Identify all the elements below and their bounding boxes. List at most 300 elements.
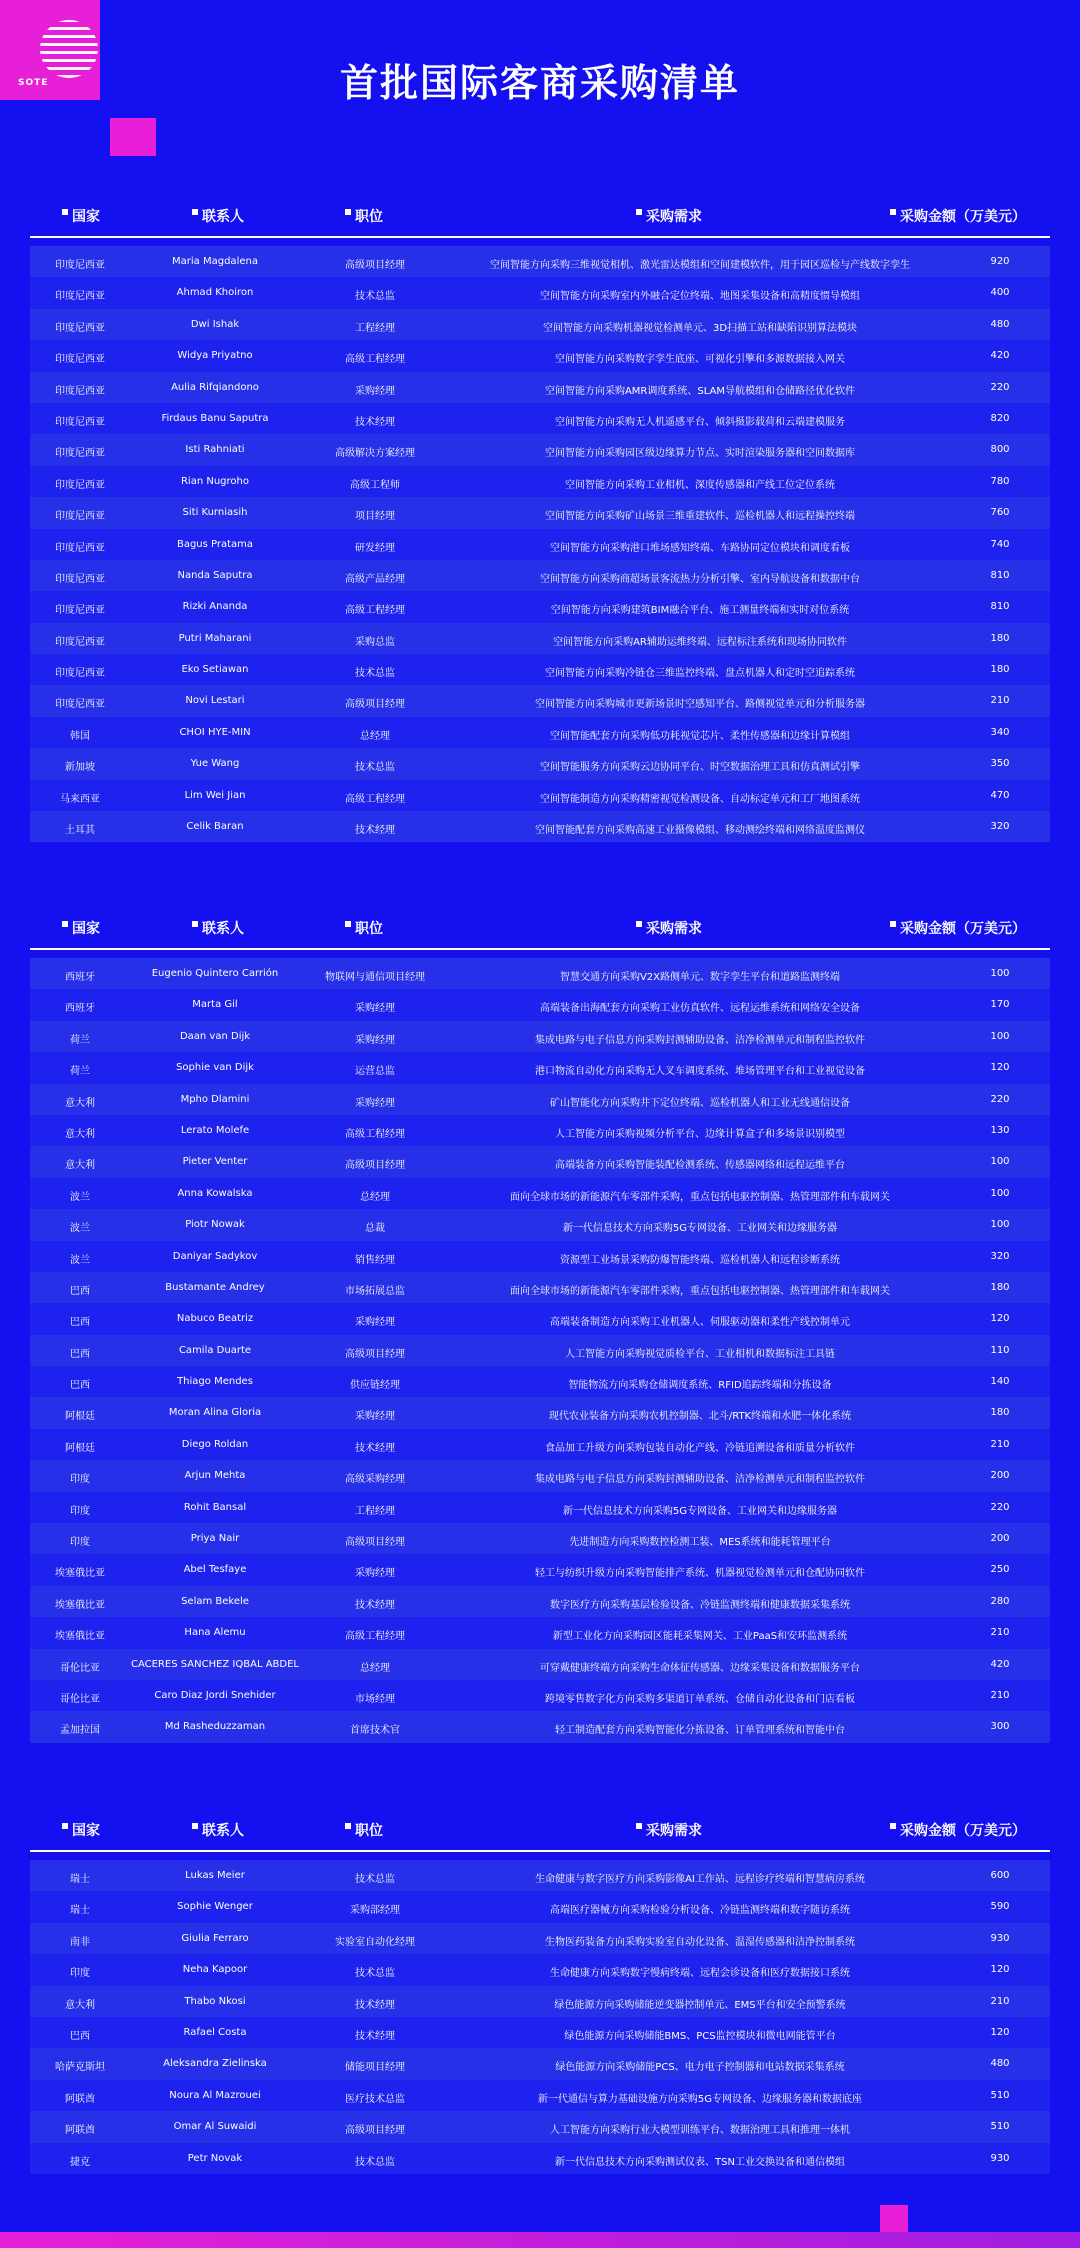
table-row (30, 1711, 1050, 1742)
table-cell: 180 (990, 1281, 1010, 1293)
table-cell: 孟加拉国 (60, 1725, 100, 1737)
table-cell: 空间智能方向采购港口堆场感知终端、车路协同定位模块和调度看板 (550, 542, 850, 554)
table-cell: 210 (990, 1438, 1010, 1450)
table-cell: 高级项目经理 (345, 1160, 405, 1172)
table-header (30, 1812, 1050, 1848)
table-cell: 120 (990, 1313, 1010, 1325)
table-cell: 埃塞俄比亚 (55, 1599, 105, 1611)
table-cell: 920 (990, 256, 1010, 267)
table-cell: 技术总监 (355, 1968, 395, 1980)
table-cell: Isti Rahniati (185, 444, 245, 456)
table-row (30, 1554, 1050, 1585)
table-cell: 510 (990, 2089, 1010, 2101)
table-cell: 高级解决方案经理 (335, 448, 415, 460)
table-cell: 210 (990, 1995, 1010, 2007)
table-cell: 生命健康与数字医疗方向采购影像AI工作站、远程诊疗终端和智慧病房系统 (535, 1874, 865, 1885)
logo-text: SOTE (18, 78, 49, 88)
table-cell: Arjun Mehta (184, 1470, 246, 1482)
table-cell: Celik Baran (186, 821, 244, 833)
table-cell: 技术总监 (355, 668, 395, 680)
table-cell: Daan van Dijk (179, 1030, 251, 1042)
table-row (30, 560, 1050, 591)
table-cell: Eugenio Quintero Carrión (151, 968, 279, 979)
table-cell: 埃塞俄比亚 (55, 1631, 105, 1643)
table-cell: Siti Kurniasih (182, 507, 248, 519)
table-cell: Rizki Ananda (182, 601, 248, 613)
table-cell: 印度尼西亚 (55, 668, 105, 680)
table-cell: 可穿戴健康终端方向采购生命体征传感器、边缘采集设备和数据服务平台 (540, 1662, 860, 1674)
table-cell: Noura Al Mazrouei (169, 2089, 261, 2101)
table-cell: 470 (990, 789, 1010, 801)
table-cell: 捷克 (70, 2156, 90, 2168)
table-cell: Omar Al Suwaidi (173, 2121, 257, 2133)
table-cell: 印度尼西亚 (55, 605, 105, 617)
table-cell: 矿山智能化方向采购井下定位终端、巡检机器人和工业无线通信设备 (550, 1097, 850, 1109)
column-header: 采购金额（万美元） (890, 1820, 1026, 1840)
table-cell: 空间智能方向采购矿山场景三维重建软件、巡检机器人和远程操控终端 (545, 511, 855, 523)
table-cell: 哥伦比亚 (60, 1693, 100, 1705)
table-cell: Thiago Mendes (177, 1376, 253, 1388)
table-cell: 工程经理 (355, 322, 395, 334)
table-section (30, 198, 1050, 842)
table-row (30, 1860, 1050, 1891)
table-cell: 印度尼西亚 (55, 354, 105, 366)
table-cell: 轻工与纺织升级方向采购智能排产系统、机器视觉检测单元和仓配协同软件 (535, 1568, 865, 1580)
table-cell: Novi Lestari (185, 695, 245, 707)
table-cell: Sophie Wenger (177, 1901, 253, 1913)
table-cell: 印度 (70, 1474, 90, 1486)
table-cell: 印度尼西亚 (55, 479, 105, 491)
table-cell: 空间智能方向采购AMR调度系统、SLAM导航模组和仓储路径优化软件 (544, 385, 856, 397)
table-row (30, 1303, 1050, 1334)
table-cell: 技术经理 (355, 1599, 395, 1611)
table-cell: 人工智能方向采购视觉质检平台、工业相机和数据标注工具链 (565, 1348, 835, 1360)
table-cell: 空间智能方向采购商超场景客流热力分析引擎、室内导航设备和数据中台 (540, 573, 860, 585)
table-row (30, 1492, 1050, 1523)
header-divider (30, 1850, 1050, 1852)
table-cell: 印度尼西亚 (55, 322, 105, 334)
table-cell: 智能物流方向采购仓储调度系统、RFID追踪终端和分拣设备 (568, 1380, 832, 1392)
column-header: 职位 (345, 918, 383, 938)
table-row (30, 2017, 1050, 2048)
table-cell: 130 (990, 1124, 1010, 1136)
table-cell: 西班牙 (65, 1003, 95, 1015)
table-cell: 480 (990, 318, 1010, 330)
table-cell: 810 (990, 569, 1010, 581)
table-row (30, 780, 1050, 811)
table-cell: 印度尼西亚 (55, 542, 105, 554)
table-cell: 780 (990, 475, 1010, 487)
table-cell: Lim Wei Jian (184, 789, 246, 801)
table-row (30, 2143, 1050, 2174)
table-cell: 高级项目经理 (345, 699, 405, 711)
table-cell: 波兰 (70, 1223, 90, 1235)
table-row (30, 2080, 1050, 2111)
table-cell: 空间智能方向采购冷链仓三维监控终端、盘点机器人和定时空追踪系统 (545, 668, 855, 680)
table-cell: 590 (990, 1901, 1010, 1913)
column-header: 国家 (62, 918, 100, 938)
table-cell: 意大利 (65, 1999, 95, 2011)
table-cell: 高端装备制造方向采购工业机器人、伺服驱动器和柔性产线控制单元 (550, 1317, 850, 1329)
table-body (30, 1860, 1050, 2174)
table-cell: 510 (990, 2121, 1010, 2133)
table-cell: 总经理 (360, 1662, 390, 1674)
table-cell: 空间智能方向采购AR辅助运维终端、远程标注系统和现场协同软件 (553, 636, 847, 648)
table-cell: 采购经理 (355, 385, 395, 397)
column-header: 国家 (62, 1820, 100, 1840)
bottom-bar (0, 2232, 1080, 2248)
table-cell: 新型工业化方向采购园区能耗采集网关、工业PaaS和安环监测系统 (552, 1631, 848, 1643)
table-cell: 印度尼西亚 (55, 699, 105, 711)
column-header: 国家 (62, 206, 100, 226)
table-cell: 现代农业装备方向采购农机控制器、北斗/RTK终端和水肥一体化系统 (548, 1411, 852, 1423)
table-cell: Aulia Rifqiandono (171, 381, 259, 393)
table-cell: 220 (990, 1093, 1010, 1105)
table-cell: Maria Magdalena (172, 256, 258, 267)
table-row (30, 1986, 1050, 2017)
column-header: 职位 (345, 206, 383, 226)
table-cell: 生命健康方向采购数字慢病终端、远程会诊设备和医疗数据接口系统 (550, 1968, 850, 1980)
table-row (30, 277, 1050, 308)
table-cell: 空间智能方向采购建筑BIM融合平台、施工测量终端和实时对位系统 (550, 605, 850, 617)
table-cell: 采购经理 (355, 1568, 395, 1580)
table-row (30, 1115, 1050, 1146)
table-cell: 采购经理 (355, 1411, 395, 1423)
table-cell: 绿色能源方向采购储能逆变器控制单元、EMS平台和安全预警系统 (554, 1999, 846, 2011)
table-row (30, 748, 1050, 779)
column-header: 采购需求 (636, 1820, 702, 1840)
table-cell: Selam Bekele (181, 1595, 249, 1607)
table-cell: 印度尼西亚 (55, 385, 105, 397)
table-cell: Daniyar Sadykov (172, 1250, 258, 1262)
table-cell: 资源型工业场景采购防爆智能终端、巡检机器人和远程诊断系统 (560, 1254, 840, 1266)
table-row (30, 1241, 1050, 1272)
table-cell: 面向全球市场的新能源汽车零部件采购，重点包括电驱控制器、热管理部件和车载网关 (510, 1191, 890, 1203)
table-cell: 高级项目经理 (345, 2125, 405, 2137)
table-cell: 面向全球市场的新能源汽车零部件采购，重点包括电驱控制器、热管理部件和车载网关 (510, 1285, 890, 1297)
table-cell: 储能项目经理 (345, 2062, 405, 2074)
table-row (30, 1209, 1050, 1240)
table-cell: 医疗技术总监 (345, 2093, 405, 2105)
table-cell: 空间智能方向采购城市更新场景时空感知平台、路侧视觉单元和分析服务器 (535, 699, 865, 711)
table-cell: 技术经理 (355, 416, 395, 428)
table-row (30, 340, 1050, 371)
table-row (30, 1523, 1050, 1554)
table-cell: 200 (990, 1470, 1010, 1482)
table-cell: 数字医疗方向采购基层检验设备、冷链监测终端和健康数据采集系统 (550, 1599, 850, 1611)
table-cell: 技术经理 (355, 1442, 395, 1454)
table-cell: 绿色能源方向采购储能BMS、PCS监控模块和微电网能管平台 (564, 2030, 836, 2042)
table-cell: 高级项目经理 (345, 1537, 405, 1549)
table-cell: 印度尼西亚 (55, 511, 105, 523)
table-cell: Dwi Ishak (190, 318, 240, 330)
table-cell: 180 (990, 632, 1010, 644)
table-header (30, 198, 1050, 234)
table-cell: 210 (990, 1689, 1010, 1701)
table-cell: 人工智能方向采购行业大模型训练平台、数据治理工具和推理一体机 (550, 2125, 850, 2137)
table-row (30, 1021, 1050, 1052)
table-cell: 意大利 (65, 1097, 95, 1109)
table-cell: 轻工制造配套方向采购智能化分拣设备、订单管理系统和智能中台 (555, 1725, 845, 1737)
table-cell: 采购部经理 (350, 1905, 400, 1917)
table-row (30, 403, 1050, 434)
table-cell: 采购经理 (355, 1317, 395, 1329)
table-cell: 技术总监 (355, 1874, 395, 1885)
table-cell: 智慧交通方向采购V2X路侧单元、数字孪生平台和道路监测终端 (559, 972, 841, 983)
table-cell: 100 (990, 1030, 1010, 1042)
table-cell: 高级工程经理 (345, 1631, 405, 1643)
table-cell: 工程经理 (355, 1505, 395, 1517)
table-row (30, 1052, 1050, 1083)
table-cell: Anna Kowalska (177, 1187, 253, 1199)
table-cell: 高级项目经理 (345, 260, 405, 271)
table-cell: Eko Setiawan (181, 664, 249, 676)
table-cell: 巴西 (70, 1380, 90, 1392)
table-cell: 600 (990, 1870, 1010, 1881)
table-header (30, 910, 1050, 946)
table-cell: 跨境零售数字化方向采购多渠道订单系统、仓储自动化设备和门店看板 (545, 1693, 855, 1705)
table-cell: 食品加工升级方向采购包装自动化产线、冷链追溯设备和质量分析软件 (545, 1442, 855, 1454)
table-cell: 印度尼西亚 (55, 416, 105, 428)
table-cell: 总经理 (360, 730, 390, 742)
table-cell: 210 (990, 1627, 1010, 1639)
table-cell: 埃塞俄比亚 (55, 1568, 105, 1580)
table-cell: Thabo Nkosi (184, 1995, 246, 2007)
table-row (30, 466, 1050, 497)
table-cell: 巴西 (70, 2030, 90, 2042)
table-cell: 740 (990, 538, 1010, 550)
table-row (30, 1146, 1050, 1177)
table-cell: 100 (990, 968, 1010, 979)
table-row (30, 497, 1050, 528)
table-cell: 120 (990, 1964, 1010, 1976)
table-row (30, 2111, 1050, 2142)
table-cell: Lukas Meier (185, 1870, 245, 1881)
table-cell: 180 (990, 664, 1010, 676)
table-cell: 总裁 (365, 1223, 385, 1235)
column-header: 采购金额（万美元） (890, 206, 1026, 226)
table-cell: 420 (990, 1658, 1010, 1670)
table-cell: 新加坡 (65, 762, 95, 774)
table-row (30, 1178, 1050, 1209)
table-cell: 阿联酋 (65, 2125, 95, 2137)
table-cell: 技术总监 (355, 2156, 395, 2168)
table-cell: 新一代信息技术方向采购5G专网设备、工业网关和边缘服务器 (562, 1505, 838, 1517)
table-cell: CHOI HYE-MIN (179, 726, 251, 738)
table-cell: 意大利 (65, 1160, 95, 1172)
table-cell: 阿根廷 (65, 1411, 95, 1423)
table-cell: 技术总监 (355, 762, 395, 774)
table-row (30, 1272, 1050, 1303)
table-cell: 400 (990, 287, 1010, 299)
table-row (30, 591, 1050, 622)
table-row (30, 1397, 1050, 1428)
table-cell: 100 (990, 1219, 1010, 1231)
table-row (30, 1586, 1050, 1617)
table-cell: Diego Roldan (181, 1438, 249, 1450)
table-cell: 100 (990, 1156, 1010, 1168)
table-cell: CACERES SANCHEZ IQBAL ABDEL (130, 1658, 299, 1670)
table-cell: 220 (990, 381, 1010, 393)
table-cell: 技术经理 (355, 1999, 395, 2011)
table-cell: 先进制造方向采购数控检测工装、MES系统和能耗管理平台 (569, 1537, 831, 1549)
table-cell: 800 (990, 444, 1010, 456)
table-cell: 空间智能制造方向采购精密视觉检测设备、自动标定单元和工厂地图系统 (540, 793, 860, 805)
table-cell: 物联网与通信项目经理 (325, 972, 425, 983)
table-cell: 200 (990, 1533, 1010, 1545)
table-cell: 印度尼西亚 (55, 291, 105, 303)
table-cell: 新一代信息技术方向采购测试仪表、TSN工业交换设备和通信模组 (555, 2156, 845, 2168)
table-cell: 荷兰 (70, 1034, 90, 1046)
table-cell: Piotr Nowak (185, 1219, 245, 1231)
table-cell: 实验室自动化经理 (335, 1936, 415, 1948)
table-cell: 项目经理 (355, 511, 395, 523)
table-cell: 阿根廷 (65, 1442, 95, 1454)
table-cell: Aleksandra Zielinska (163, 2058, 267, 2070)
table-cell: 空间智能方向采购机器视觉检测单元、3D扫描工站和缺陷识别算法模块 (542, 322, 858, 334)
table-row (30, 1923, 1050, 1954)
table-cell: 采购经理 (355, 1034, 395, 1046)
table-cell: 马来西亚 (60, 793, 100, 805)
table-row (30, 654, 1050, 685)
table-cell: 集成电路与电子信息方向采购封测辅助设备、洁净检测单元和制程监控软件 (535, 1474, 865, 1486)
table-cell: Widya Priyatno (177, 350, 253, 362)
table-cell: 韩国 (70, 730, 90, 742)
table-cell: 印度尼西亚 (55, 448, 105, 460)
column-header: 联系人 (192, 206, 244, 226)
table-cell: 港口物流自动化方向采购无人叉车调度系统、堆场管理平台和工业视觉设备 (535, 1066, 865, 1078)
table-cell: 新一代通信与算力基础设施方向采购5G专网设备、边缘服务器和数据底座 (537, 2093, 863, 2105)
table-cell: 哈萨克斯坦 (55, 2062, 105, 2074)
table-cell: Yue Wang (190, 758, 240, 770)
table-cell: 高级工程经理 (345, 354, 405, 366)
decor-square (110, 118, 156, 156)
table-cell: 空间智能配套方向采购低功耗视觉芯片、柔性传感器和边缘计算模组 (550, 730, 850, 742)
table-cell: Petr Novak (187, 2152, 243, 2164)
table-row (30, 811, 1050, 842)
table-row (30, 1335, 1050, 1366)
table-cell: Abel Tesfaye (183, 1564, 247, 1576)
table-row (30, 529, 1050, 560)
table-row (30, 1366, 1050, 1397)
table-row (30, 1460, 1050, 1491)
table-cell: 巴西 (70, 1348, 90, 1360)
header-divider (30, 948, 1050, 950)
table-cell: 高级项目经理 (345, 1348, 405, 1360)
table-cell: 巴西 (70, 1285, 90, 1297)
table-cell: 高端医疗器械方向采购检验分析设备、冷链监测终端和数字随访系统 (550, 1905, 850, 1917)
table-cell: 空间智能方向采购无人机遥感平台、倾斜摄影载荷和云端建模服务 (555, 416, 845, 428)
table-cell: 420 (990, 350, 1010, 362)
table-cell: 高级工程经理 (345, 793, 405, 805)
table-cell: 480 (990, 2058, 1010, 2070)
table-cell: 930 (990, 2152, 1010, 2164)
table-cell: 绿色能源方向采购储能PCS、电力电子控制器和电站数据采集系统 (555, 2062, 845, 2074)
table-cell: 180 (990, 1407, 1010, 1419)
table-cell: 采购经理 (355, 1003, 395, 1015)
table-section (30, 1812, 1050, 2174)
table-cell: Giulia Ferraro (181, 1932, 249, 1944)
table-cell: 印度 (70, 1968, 90, 1980)
table-cell: 土耳其 (65, 825, 95, 837)
table-cell: 供应链经理 (350, 1380, 400, 1392)
table-cell: Nabuco Beatriz (176, 1313, 254, 1325)
table-cell: 320 (990, 821, 1010, 833)
table-cell: 印度尼西亚 (55, 260, 105, 271)
table-row (30, 1954, 1050, 1985)
table-body (30, 246, 1050, 842)
column-header: 采购需求 (636, 206, 702, 226)
table-cell: Firdaus Banu Saputra (161, 412, 269, 424)
table-cell: 120 (990, 2026, 1010, 2038)
table-cell: 空间智能方向采购三维视觉相机、激光雷达模组和空间建模软件，用于园区巡检与产线数字孪生 (490, 260, 910, 271)
table-cell: Neha Kapoor (182, 1964, 248, 1976)
table-cell: Priya Nair (190, 1533, 240, 1545)
table-row (30, 1891, 1050, 1922)
table-cell: 研发经理 (355, 542, 395, 554)
table-cell: 140 (990, 1376, 1010, 1388)
table-row (30, 1084, 1050, 1115)
table-row (30, 2048, 1050, 2079)
table-cell: 110 (990, 1344, 1010, 1356)
table-cell: 空间智能服务方向采购云边协同平台、时空数据治理工具和仿真测试引擎 (540, 762, 860, 774)
table-cell: 人工智能方向采购视频分析平台、边缘计算盒子和多场景识别模型 (555, 1128, 845, 1140)
table-cell: Ahmad Khoiron (176, 287, 254, 299)
table-cell: 高端装备出海配套方向采购工业仿真软件、远程运维系统和网络安全设备 (540, 1003, 860, 1015)
table-row (30, 1429, 1050, 1460)
table-row (30, 623, 1050, 654)
table-cell: Rian Nugroho (180, 475, 249, 487)
table-row (30, 1680, 1050, 1711)
table-row (30, 434, 1050, 465)
table-cell: Lerato Molefe (180, 1124, 250, 1136)
table-cell: 高端装备方向采购智能装配检测系统、传感器网络和远程运维平台 (555, 1160, 845, 1172)
table-cell: Bagus Pratama (176, 538, 254, 550)
table-cell: 巴西 (70, 1317, 90, 1329)
table-cell: 技术总监 (355, 291, 395, 303)
table-cell: 首席技术官 (350, 1725, 400, 1737)
table-cell: 820 (990, 412, 1010, 424)
table-cell: 意大利 (65, 1128, 95, 1140)
table-cell: 高级工程经理 (345, 1128, 405, 1140)
table-cell: 250 (990, 1564, 1010, 1576)
table-cell: 100 (990, 1187, 1010, 1199)
table-cell: 760 (990, 507, 1010, 519)
table-row (30, 309, 1050, 340)
table-cell: Rohit Bansal (183, 1501, 247, 1513)
table-cell: 空间智能配套方向采购高速工业摄像模组、移动测绘终端和网络温度监测仪 (535, 825, 865, 837)
column-header: 采购金额（万美元） (890, 918, 1026, 938)
table-cell: Pieter Venter (182, 1156, 248, 1168)
table-cell: 印度尼西亚 (55, 573, 105, 585)
decor-square-bottom (880, 2205, 908, 2233)
table-cell: 340 (990, 726, 1010, 738)
table-cell: 生物医药装备方向采购实验室自动化设备、温湿传感器和洁净控制系统 (545, 1936, 855, 1948)
table-row (30, 989, 1050, 1020)
table-cell: 瑞士 (70, 1874, 90, 1885)
table-cell: 荷兰 (70, 1066, 90, 1078)
table-cell: 销售经理 (355, 1254, 395, 1266)
table-cell: Nanda Saputra (177, 569, 253, 581)
table-cell: 南非 (70, 1936, 90, 1948)
table-row (30, 1649, 1050, 1680)
table-cell: 高级产品经理 (345, 573, 405, 585)
table-cell: 技术经理 (355, 825, 395, 837)
table-cell: Moran Alina Gloria (168, 1407, 262, 1419)
table-cell: 集成电路与电子信息方向采购封测辅助设备、洁净检测单元和制程监控软件 (535, 1034, 865, 1046)
table-row (30, 1617, 1050, 1648)
table-cell: 空间智能方向采购工业相机、深度传感器和产线工位定位系统 (565, 479, 835, 491)
